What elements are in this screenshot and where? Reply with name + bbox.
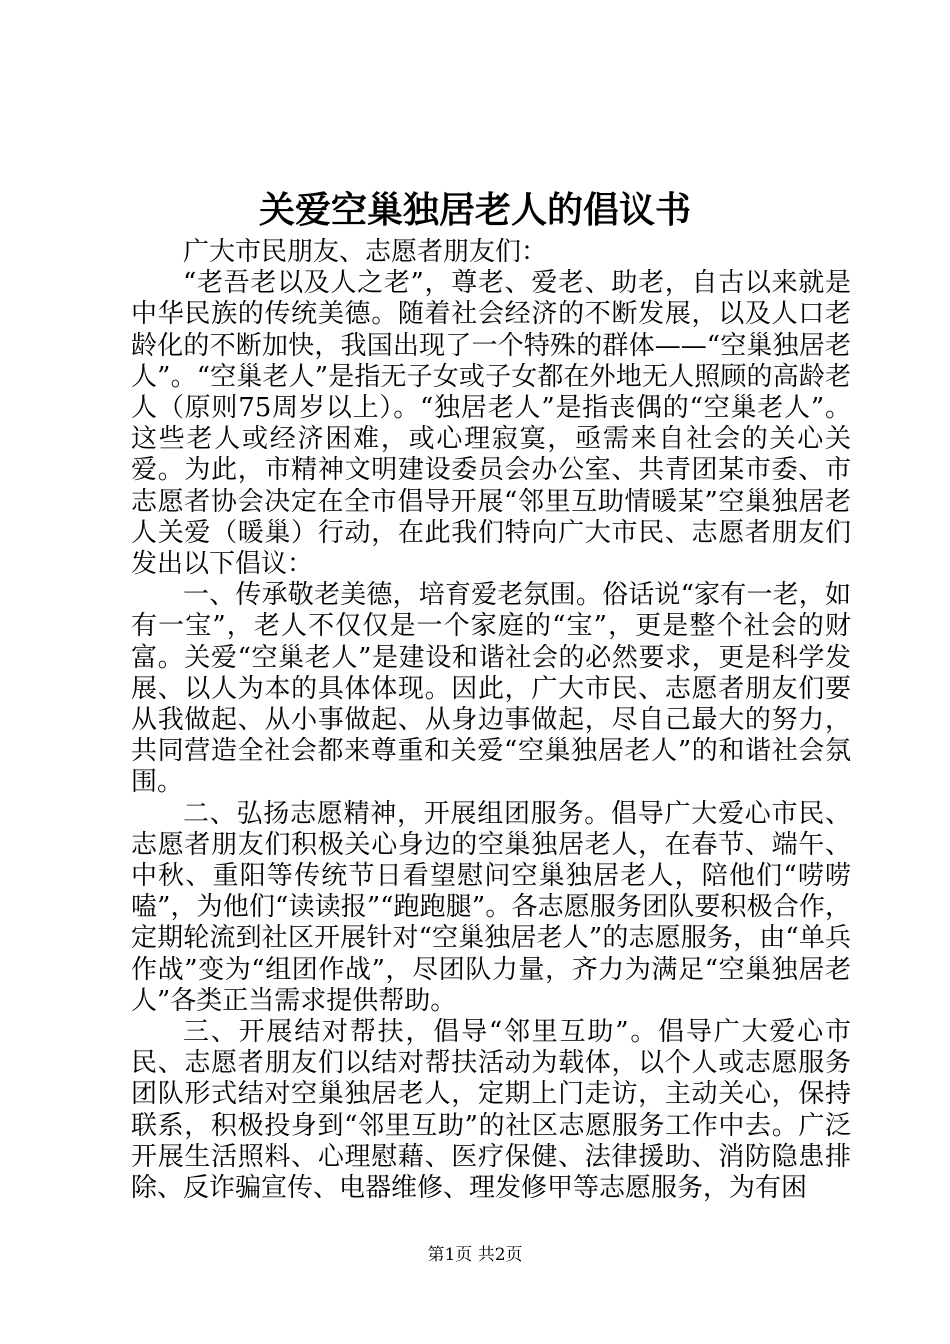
paragraph-intro: “老吾老以及人之老”，尊老、爱老、助老，自古以来就是中华民族的传统美德。随着社会经济的不断发展，以及人口老龄化的不断加快，我国出现了一个特殊的群体——“空巢独居老人”。“空巢老人”是指无子女或子女都在外地无人照顾的高龄老人（原则75周岁以上）。“独居老人”是指丧偶的“空巢老人”。这些老人或经济困难，或心理寂寞，亟需来自社会的关心关爱。为此，市精神文明建设委员会办公室、共青团某市委、市志愿者协会决定在全市倡导开展“邻里互助情暖某”空巢独居老人关爱（暖巢）行动，在此我们特向广大市民、志愿者朋友们发出以下倡议： [131, 268, 851, 580]
paragraph-proposal-1: 一、传承敬老美德，培育爱老氛围。俗话说“家有一老，如有一宝”，老人不仅仅是一个家庭的“宝”，更是整个社会的财富。关爱“空巢老人”是建设和谐社会的必然要求，更是科学发展、以人为本的具体体现。因此，广大市民、志愿者朋友们要从我做起、从小事做起、从身边事做起，尽自己最大的努力，共同营造全社会都来尊重和关爱“空巢独居老人”的和谐社会氛围。 [131, 580, 851, 798]
document-title: 关爱空巢独居老人的倡议书 [258, 189, 691, 231]
document-body [131, 237, 851, 1204]
paragraph-proposal-3: 三、开展结对帮扶，倡导“邻里互助”。倡导广大爱心市民、志愿者朋友们以结对帮扶活动为载体，以个人或志愿服务团队形式结对空巢独居老人，定期上门走访，主动关心，保持联系，积极投身到“邻里互助”的社区志愿服务工作中去。广泛开展生活照料、心理慰藉、医疗保健、法律援助、消防隐患排除、反诈骗宣传、电器维修、理发修甲等志愿服务，为有困 [131, 1017, 851, 1204]
salutation: 广大市民朋友、志愿者朋友们： [183, 237, 548, 267]
page-footer: 第1页 共2页 [427, 1245, 523, 1265]
paragraph-proposal-2: 二、弘扬志愿精神，开展组团服务。倡导广大爱心市民、志愿者朋友们积极关心身边的空巢独居老人，在春节、端午、中秋、重阳等传统节日看望慰问空巢独居老人，陪他们“唠唠嗑”，为他们“读读报”“跑跑腿”。各志愿服务团队要积极合作，定期轮流到社区开展针对“空巢独居老人”的志愿服务，由“单兵作战”变为“组团作战”，尽团队力量，齐力为满足“空巢独居老人”各类正当需求提供帮助。 [131, 798, 851, 1016]
